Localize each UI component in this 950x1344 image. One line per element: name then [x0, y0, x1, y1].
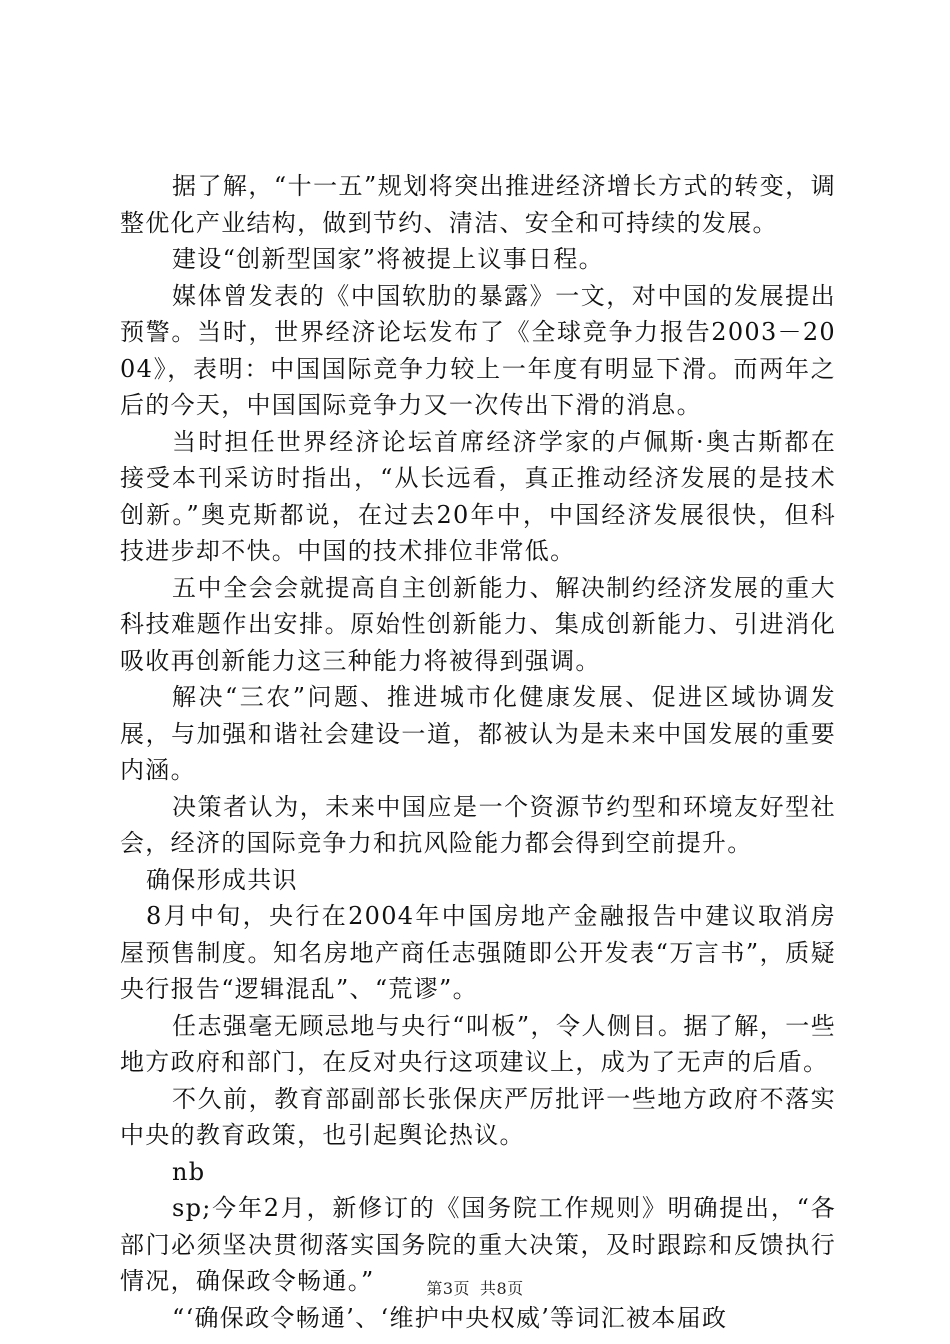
paragraph: 决策者认为，未来中国应是一个资源节约型和环境友好型社会，经济的国际竞争力和抗风险能力都会得到空前提升。	[120, 792, 836, 857]
page-footer	[0, 1276, 950, 1299]
paragraph: 据了解，“十一五”规划将突出推进经济增长方式的转变，调整优化产业结构，做到节约、清洁、安全和可持续的发展。	[120, 172, 836, 237]
paragraph: 任志强毫无顾忌地与央行“叫板”，令人侧目。据了解，一些地方政府和部门，在反对央行这项建议上，成为了无声的后盾。	[120, 1011, 836, 1076]
section-heading: 确保形成共识	[146, 865, 298, 894]
page-total: 共8页	[480, 1279, 524, 1298]
paragraph: 8月中旬，央行在2004年中国房地产金融报告中建议取消房屋预售制度。知名房地产商任志强随即公开发表“万言书”，质疑央行报告“逻辑混乱”、“荒谬”。	[120, 902, 836, 1003]
paragraph: 当时担任世界经济论坛首席经济学家的卢佩斯·奥古斯都在接受本刊采访时指出，“从长远看，真正推动经济发展的是技术创新。”奥克斯都说，在过去20年中，中国经济发展很快，但科技进步却不快。中国的技术排位非常低。	[120, 427, 836, 565]
paragraph: 建设“创新型国家”将被提上议事日程。	[172, 245, 604, 273]
paragraph: 五中全会会就提高自主创新能力、解决制约经济发展的重大科技难题作出安排。原始性创新能力、集成创新能力、引进消化吸收再创新能力这三种能力将被得到强调。	[120, 573, 836, 675]
paragraph: “‘确保政令畅通’、‘维护中央权威’等词汇被本届政	[172, 1303, 728, 1332]
page-number: 第3页	[426, 1279, 470, 1298]
paragraph: 媒体曾发表的《中国软肋的暴露》一文，对中国的发展提出预警。当时，世界经济论坛发布了《全球竞争力报告2003－2004》，表明：中国国际竞争力较上一年度有明显下滑。而两年之后的今天，中国国际竞争力又一次传出下滑的消息。	[120, 281, 836, 419]
document-body	[120, 168, 836, 1336]
paragraph: sp;今年2月，新修订的《国务院工作规则》明确提出，“各部门必须坚决贯彻落实国务院的重大决策，及时跟踪和反馈执行情况，确保政令畅通。”	[120, 1194, 836, 1295]
paragraph: 不久前，教育部副部长张保庆严厉批评一些地方政府不落实中央的教育政策，也引起舆论热议。	[120, 1084, 836, 1149]
paragraph: 解决“三农”问题、推进城市化健康发展、促进区域协调发展，与加强和谐社会建设一道，都被认为是未来中国发展的重要内涵。	[120, 683, 836, 784]
paragraph: nb	[172, 1157, 206, 1186]
